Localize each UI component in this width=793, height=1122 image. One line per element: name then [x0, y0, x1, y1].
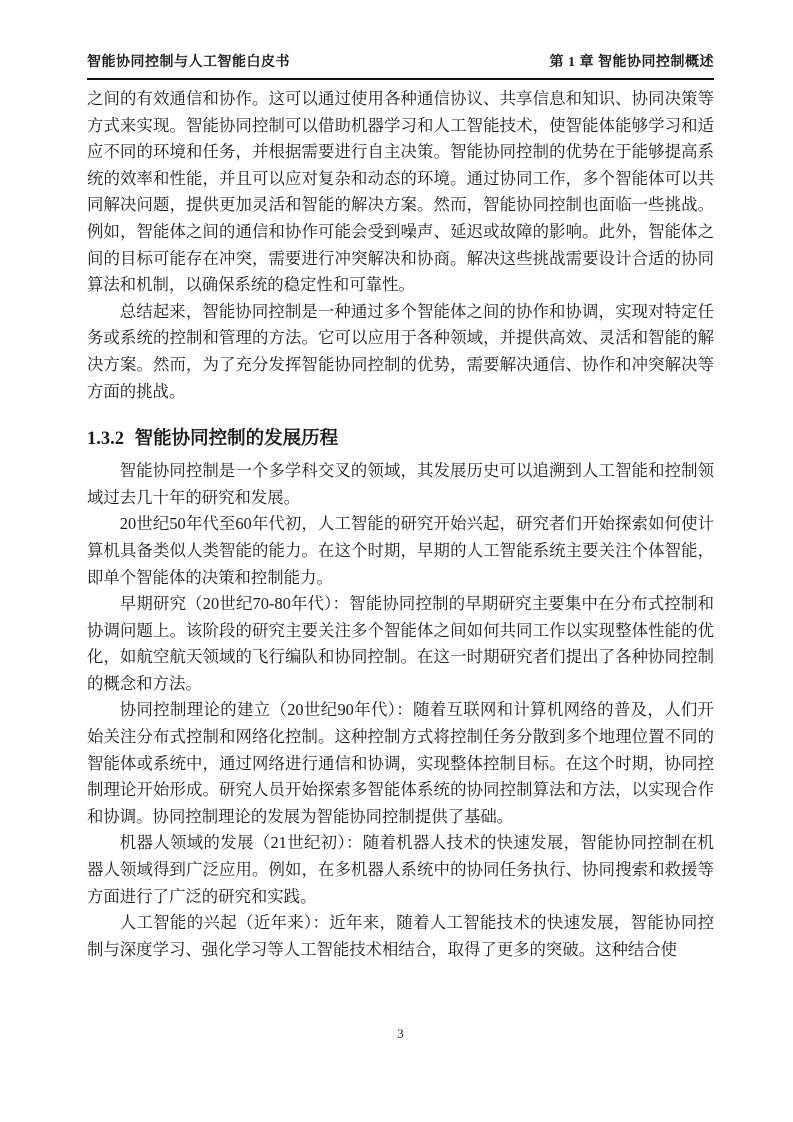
paragraph-early-research: 早期研究（20世纪70-80年代）：智能协同控制的早期研究主要集中在分布式控制和协调问题上。该阶段的研究主要关注多个智能体之间如何共同工作以实现整体性能的优化，如航空航天领域的飞行编队和协同控制。在这一时期研究者们提出了各种协同控制的概念和方法。 [87, 594, 714, 693]
page-header [87, 51, 714, 80]
paragraph-ai-rise: 人工智能的兴起（近年来）：近年来，随着人工智能技术的快速发展，智能协同控制与深度学习、强化学习等人工智能技术相结合，取得了更多的突破。这种结合使 [87, 913, 714, 959]
header-book-title: 智能协同控制与人工智能白皮书 [87, 55, 290, 70]
page-container [87, 0, 714, 1122]
section-number: 1.3.2 [87, 429, 124, 450]
page-footer [87, 1026, 714, 1042]
paragraph-1950s-1960s: 20世纪50年代至60年代初，人工智能的研究开始兴起，研究者们开始探索如何使计算机具备类似人类智能的能力。在这个时期，早期的人工智能系统主要关注个体智能，即单个智能体的决策和控制能力。 [87, 514, 714, 587]
document-body [87, 86, 714, 963]
header-chapter-title: 第 1 章 智能协同控制概述 [549, 55, 714, 70]
paragraph-cooperative-theory: 协同控制理论的建立（20世纪90年代）：随着互联网和计算机网络的普及，人们开始关注分布式控制和网络化控制。这种控制方式将控制任务分散到多个地理位置不同的智能体或系统中，通过网络进行通信和协调，实现整体控制目标。在这个时期，协同控制理论开始形成。研究人员开始探索多智能体系统的协同控制算法和方法，以实现合作和协调。协同控制理论的发展为智能协同控制提供了基础。 [87, 700, 714, 826]
paragraph-intro: 智能协同控制是一个多学科交叉的领域，其发展历史可以追溯到人工智能和控制领域过去几十年的研究和发展。 [87, 461, 714, 507]
paragraph-continuation: 之间的有效通信和协作。这可以通过使用各种通信协议、共享信息和知识、协同决策等方式来实现。智能协同控制可以借助机器学习和人工智能技术，使智能体能够学习和适应不同的环境和任务，并根据需要进行自主决策。智能协同控制的优势在于能够提高系统的效率和性能，并且可以应对复杂和动态的环境。通过协同工作，多个智能体可以共同解决问题，提供更加灵活和智能的解决方案。然而，智能协同控制也面临一些挑战。例如，智能体之间的通信和协作可能会受到噪声、延迟或故障的影响。此外，智能体之间的目标可能存在冲突，需要进行冲突解决和协商。解决这些挑战需要设计合适的协同算法和机制，以确保系统的稳定性和可靠性。 [87, 89, 714, 295]
page-number: 3 [397, 1026, 404, 1041]
section-title: 智能协同控制的发展历程 [134, 427, 339, 449]
paragraph-robotics: 机器人领域的发展（21世纪初）：随着机器人技术的快速发展，智能协同控制在机器人领域得到广泛应用。例如，在多机器人系统中的协同任务执行、协同搜索和救援等方面进行了广泛的研究和实践。 [87, 833, 714, 906]
paragraph-summary: 总结起来，智能协同控制是一种通过多个智能体之间的协作和协调，实现对特定任务或系统的控制和管理的方法。它可以应用于各种领域，并提供高效、灵活和智能的解决方案。然而，为了充分发挥智能协同控制的优势，需要解决通信、协作和冲突解决等方面的挑战。 [87, 301, 714, 401]
section-heading [87, 426, 714, 451]
